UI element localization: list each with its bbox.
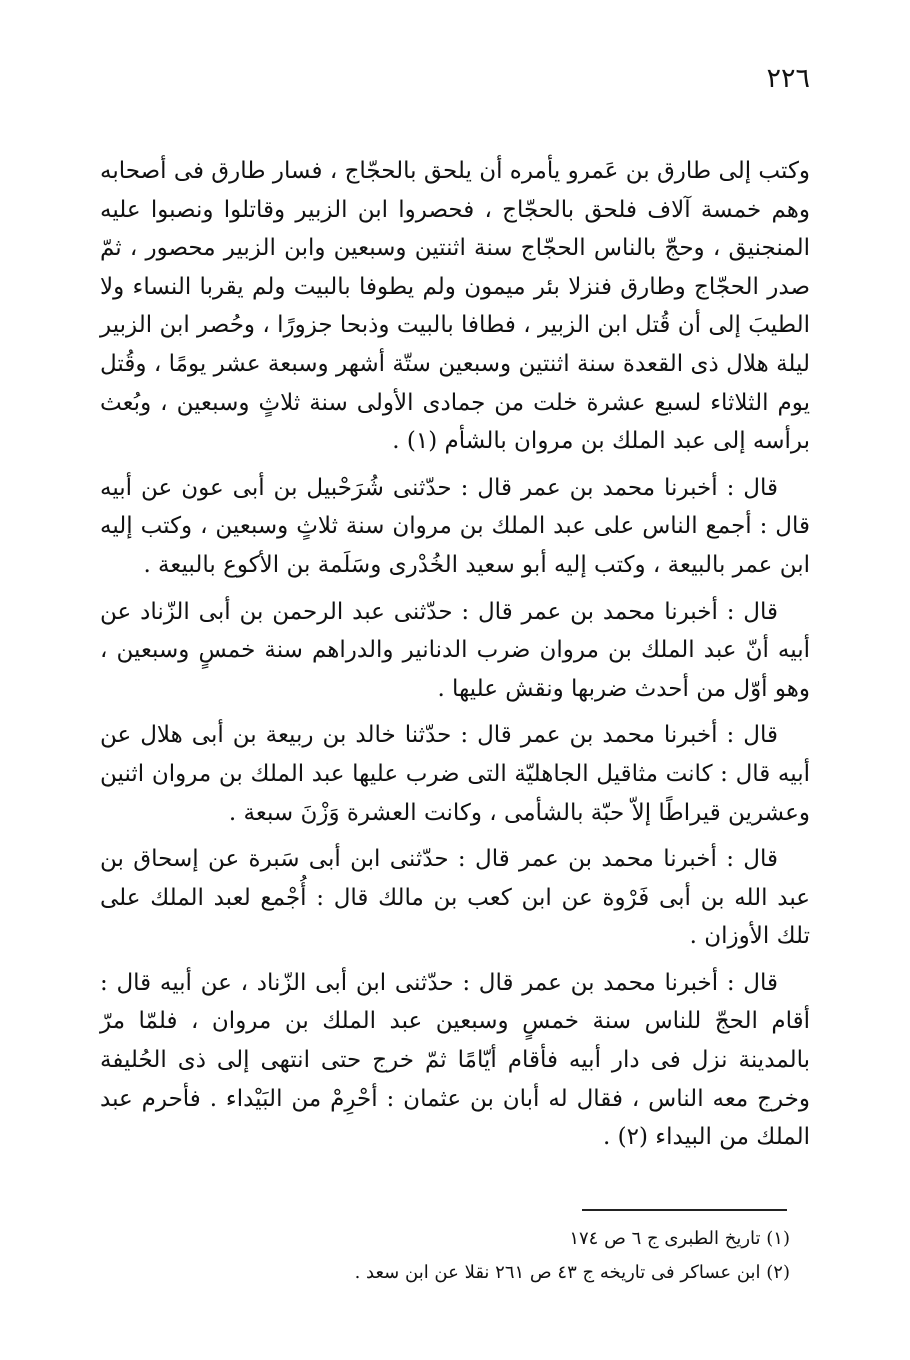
- paragraph-1: وكتب إلى طارق بن عَمرو يأمره أن يلحق بالحجّاج ، فسار طارق فى أصحابه وهم خمسة آلاف فلحق بالحجّاج ، فحصروا ابن الزبير وقاتلوا ونصبوا عليه المنجنيق ، وحجّ بالناس الحجّاج سنة اثنتين وسبعين وابن الزبير محصور ، ثمّ صدر الحجّاج وطارق فنزلا بئر ميمون ولم يطوفا بالبيت ولم يقربا النساء ولا الطيبَ إلى أن قُتل ابن الزبير ، فطافا بالبيت وذبحا جزورًا ، وحُصر ابن الزبير ليلة هلال ذى القعدة سنة اثنتين وسبعين ستّة أشهر وسبعة عشر يومًا ، وقُتل يوم الثلاثاء لسبع عشرة خلت من جمادى الأولى سنة ثلاثٍ وسبعين ، وبُعث برأسه إلى عبد الملك بن مروان بالشأم (١) .: [100, 158, 810, 455]
- footnote-separator: [582, 1209, 787, 1211]
- paragraph-3: قال : أخبرنا محمد بن عمر قال : حدّثنى عبد الرحمن بن أبى الزّناد عن أبيه أنّ عبد الملك بن مروان ضرب الدنانير والدراهم سنة خمسٍ وسبعين ، وهو أوّل من أحدث ضربها ونقش عليها .: [100, 598, 810, 702]
- footnote-1: (١) تاريخ الطبرى ج ٦ ص ١٧٤: [569, 1228, 790, 1249]
- paragraph-4: قال : أخبرنا محمد بن عمر قال : حدّثنا خالد بن ربيعة بن أبى هلال عن أبيه قال : كانت مثاقيل الجاهليّة التى ضرب عليها عبد الملك بن مروان اثنين وعشرين قيراطًا إلاّ حبّة بالشأمى ، وكانت العشرة وَزْنَ سبعة .: [100, 722, 810, 826]
- paragraph-2: قال : أخبرنا محمد بن عمر قال : حدّثنى شُرَحْبيل بن أبى عون عن أبيه قال : أجمع الناس على عبد الملك بن مروان سنة ثلاثٍ وسبعين ، وكتب إليه ابن عمر بالبيعة ، وكتب إليه أبو سعيد الخُدْرى وسَلَمة بن الأكوع بالبيعة .: [100, 474, 810, 578]
- page-number: ٢٢٦: [766, 63, 810, 94]
- footnotes: [100, 1222, 790, 1290]
- main-text: [100, 152, 810, 1165]
- footnote-2: (٢) ابن عساكر فى تاريخه ج ٤٣ ص ٢٦١ نقلا عن ابن سعد .: [354, 1262, 790, 1283]
- paragraph-5: قال : أخبرنا محمد بن عمر قال : حدّثنى ابن أبى سَبرة عن إسحاق بن عبد الله بن أبى فَرْوة عن ابن كعب بن مالك قال : أُجْمع لعبد الملك على تلك الأوزان .: [100, 846, 810, 950]
- paragraph-6: قال : أخبرنا محمد بن عمر قال : حدّثنى ابن أبى الزّناد ، عن أبيه قال : أقام الحجّ للناس سنة خمسٍ وسبعين عبد الملك بن مروان ، فلمّا مرّ بالمدينة نزل فى دار أبيه فأقام أيّامًا ثمّ خرج حتى انتهى إلى ذى الحُليفة وخرج معه الناس ، فقال له أبان بن عثمان : أحْرِمْ من البَيْداء . فأحرم عبد الملك من البيداء (٢) .: [100, 969, 810, 1151]
